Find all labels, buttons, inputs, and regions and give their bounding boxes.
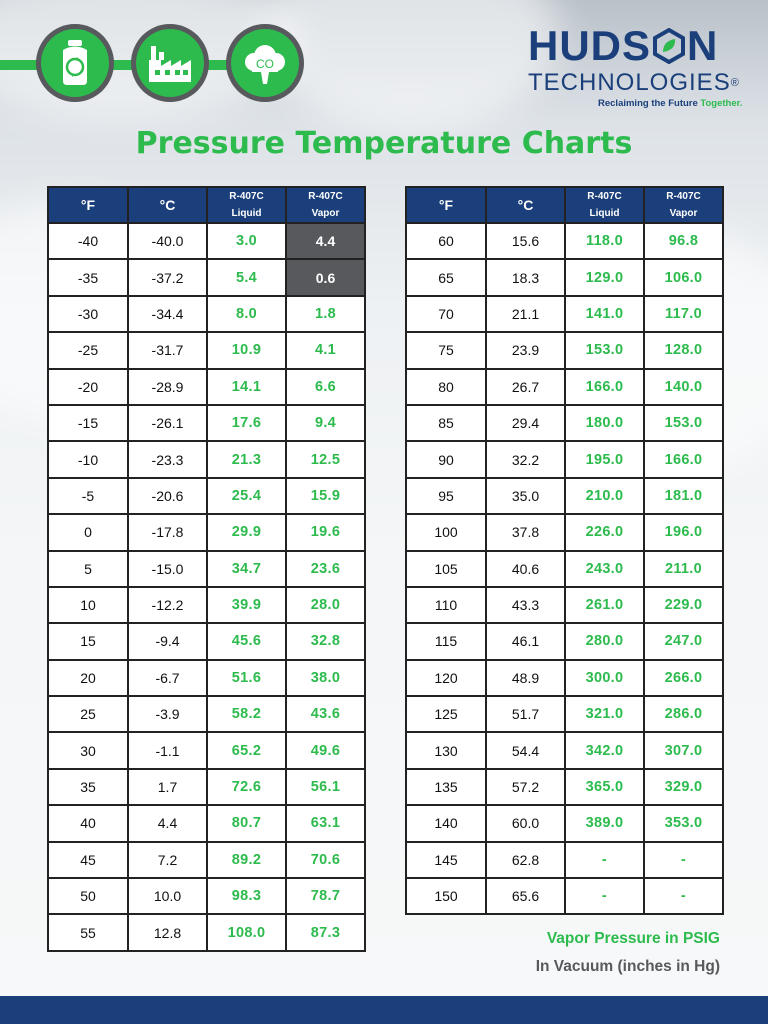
table-row xyxy=(406,623,723,659)
cell-liquid-pressure: 98.3 xyxy=(207,878,286,914)
table-header-row xyxy=(48,187,365,223)
cell-liquid-pressure: 58.2 xyxy=(207,696,286,732)
cell-liquid-pressure: 17.6 xyxy=(207,405,286,441)
cell-vapor-pressure: 181.0 xyxy=(644,478,723,514)
cell-celsius: -28.9 xyxy=(128,369,207,405)
cell-liquid-pressure: 8.0 xyxy=(207,296,286,332)
cell-liquid-pressure: - xyxy=(565,842,644,878)
cell-vapor-pressure: 211.0 xyxy=(644,551,723,587)
cell-celsius: -37.2 xyxy=(128,259,207,295)
cell-vapor-pressure: 0.6 xyxy=(286,259,365,295)
logo-tagline xyxy=(598,98,743,109)
table-row xyxy=(406,842,723,878)
cell-vapor-pressure: 9.4 xyxy=(286,405,365,441)
cell-celsius: 23.9 xyxy=(486,332,565,368)
cell-vapor-pressure: 106.0 xyxy=(644,259,723,295)
cell-celsius: 18.3 xyxy=(486,259,565,295)
cell-liquid-pressure: 10.9 xyxy=(207,332,286,368)
cell-celsius: 21.1 xyxy=(486,296,565,332)
table-row xyxy=(48,478,365,514)
cell-celsius: 46.1 xyxy=(486,623,565,659)
cell-fahrenheit: 0 xyxy=(48,514,128,550)
cell-celsius: 26.7 xyxy=(486,369,565,405)
cell-fahrenheit: 30 xyxy=(48,732,128,768)
cell-liquid-pressure: 342.0 xyxy=(565,732,644,768)
cell-vapor-pressure: 140.0 xyxy=(644,369,723,405)
cell-celsius: -23.3 xyxy=(128,441,207,477)
cell-celsius: 7.2 xyxy=(128,842,207,878)
cell-fahrenheit: -30 xyxy=(48,296,128,332)
cell-fahrenheit: 100 xyxy=(406,514,486,550)
cell-liquid-pressure: 108.0 xyxy=(207,914,286,950)
table-row xyxy=(406,805,723,841)
logo-word-part: HUDS xyxy=(528,22,652,69)
cell-liquid-pressure: 153.0 xyxy=(565,332,644,368)
factory-icon-badge xyxy=(131,24,209,102)
table-row xyxy=(406,660,723,696)
pt-table-left xyxy=(47,186,366,952)
cell-vapor-pressure: - xyxy=(644,842,723,878)
cell-fahrenheit: 115 xyxy=(406,623,486,659)
cell-celsius: -1.1 xyxy=(128,732,207,768)
col-header-vapor xyxy=(644,187,723,223)
cell-vapor-pressure: 87.3 xyxy=(286,914,365,950)
table-row xyxy=(48,332,365,368)
col-header-fahrenheit: °F xyxy=(48,187,128,223)
cell-fahrenheit: 90 xyxy=(406,441,486,477)
cell-celsius: 54.4 xyxy=(486,732,565,768)
cell-vapor-pressure: 286.0 xyxy=(644,696,723,732)
cell-fahrenheit: 5 xyxy=(48,551,128,587)
cell-liquid-pressure: 300.0 xyxy=(565,660,644,696)
cell-fahrenheit: 50 xyxy=(48,878,128,914)
cell-liquid-pressure: 210.0 xyxy=(565,478,644,514)
cell-liquid-pressure: 226.0 xyxy=(565,514,644,550)
cell-fahrenheit: 25 xyxy=(48,696,128,732)
table-row xyxy=(406,732,723,768)
cell-liquid-pressure: 89.2 xyxy=(207,842,286,878)
col-header-liquid xyxy=(565,187,644,223)
cell-liquid-pressure: 118.0 xyxy=(565,223,644,259)
footer-bar xyxy=(0,996,768,1024)
table-row xyxy=(406,696,723,732)
company-logo xyxy=(528,22,743,114)
cell-celsius: -12.2 xyxy=(128,587,207,623)
table-row xyxy=(406,514,723,550)
cell-vapor-pressure: 1.8 xyxy=(286,296,365,332)
table-row xyxy=(406,878,723,914)
cell-liquid-pressure: 195.0 xyxy=(565,441,644,477)
cell-celsius: 57.2 xyxy=(486,769,565,805)
table-row xyxy=(48,696,365,732)
cell-fahrenheit: 10 xyxy=(48,587,128,623)
table-row xyxy=(406,441,723,477)
cell-fahrenheit: 80 xyxy=(406,369,486,405)
table-row xyxy=(48,223,365,259)
co2-icon-label: CO xyxy=(256,57,274,71)
cell-liquid-pressure: 25.4 xyxy=(207,478,286,514)
cell-vapor-pressure: 266.0 xyxy=(644,660,723,696)
cell-vapor-pressure: 4.1 xyxy=(286,332,365,368)
cell-fahrenheit: 145 xyxy=(406,842,486,878)
col-header-vapor xyxy=(286,187,365,223)
cell-celsius: 35.0 xyxy=(486,478,565,514)
cell-vapor-pressure: 353.0 xyxy=(644,805,723,841)
cell-vapor-pressure: 4.4 xyxy=(286,223,365,259)
table-row xyxy=(48,660,365,696)
cell-liquid-pressure: 280.0 xyxy=(565,623,644,659)
cell-fahrenheit: 120 xyxy=(406,660,486,696)
col-header-liquid-line2: Liquid xyxy=(231,208,262,219)
col-header-celsius: °C xyxy=(128,187,207,223)
cell-fahrenheit: 150 xyxy=(406,878,486,914)
cell-vapor-pressure: 32.8 xyxy=(286,623,365,659)
cell-celsius: -3.9 xyxy=(128,696,207,732)
col-header-liquid-line2: Liquid xyxy=(589,208,620,219)
cell-liquid-pressure: 14.1 xyxy=(207,369,286,405)
cell-liquid-pressure: 321.0 xyxy=(565,696,644,732)
table-row xyxy=(406,296,723,332)
table-row xyxy=(48,405,365,441)
table-row xyxy=(48,878,365,914)
cell-fahrenheit: 70 xyxy=(406,296,486,332)
cell-celsius: 37.8 xyxy=(486,514,565,550)
logo-hexagon-leaf-icon xyxy=(652,28,686,64)
cell-liquid-pressure: 261.0 xyxy=(565,587,644,623)
table-row xyxy=(48,259,365,295)
cell-liquid-pressure: 45.6 xyxy=(207,623,286,659)
refrigerant-cylinder-recycle-icon xyxy=(55,39,95,87)
factory-icon xyxy=(147,42,193,84)
cell-celsius: 43.3 xyxy=(486,587,565,623)
cell-liquid-pressure: 141.0 xyxy=(565,296,644,332)
cell-vapor-pressure: 329.0 xyxy=(644,769,723,805)
col-header-fahrenheit: °F xyxy=(406,187,486,223)
cell-vapor-pressure: 117.0 xyxy=(644,296,723,332)
cell-fahrenheit: 35 xyxy=(48,769,128,805)
table-row xyxy=(48,842,365,878)
legend-psig: Vapor Pressure in PSIG xyxy=(546,930,720,947)
cell-vapor-pressure: - xyxy=(644,878,723,914)
cell-liquid-pressure: 51.6 xyxy=(207,660,286,696)
cell-vapor-pressure: 38.0 xyxy=(286,660,365,696)
cell-liquid-pressure: 39.9 xyxy=(207,587,286,623)
cell-fahrenheit: 140 xyxy=(406,805,486,841)
cell-fahrenheit: 130 xyxy=(406,732,486,768)
cell-vapor-pressure: 23.6 xyxy=(286,551,365,587)
cell-celsius: 12.8 xyxy=(128,914,207,950)
table-row xyxy=(406,369,723,405)
cell-celsius: 60.0 xyxy=(486,805,565,841)
col-header-vapor-line1: R-407C xyxy=(308,191,343,202)
cell-celsius: -6.7 xyxy=(128,660,207,696)
cell-fahrenheit: 55 xyxy=(48,914,128,950)
table-row xyxy=(48,369,365,405)
cell-fahrenheit: 85 xyxy=(406,405,486,441)
cell-vapor-pressure: 247.0 xyxy=(644,623,723,659)
table-row xyxy=(406,587,723,623)
cell-celsius: -9.4 xyxy=(128,623,207,659)
cell-celsius: -20.6 xyxy=(128,478,207,514)
cell-liquid-pressure: - xyxy=(565,878,644,914)
table-row xyxy=(48,769,365,805)
cell-fahrenheit: 15 xyxy=(48,623,128,659)
table-row xyxy=(406,551,723,587)
cell-vapor-pressure: 153.0 xyxy=(644,405,723,441)
cell-vapor-pressure: 78.7 xyxy=(286,878,365,914)
cell-fahrenheit: 105 xyxy=(406,551,486,587)
cell-celsius: -26.1 xyxy=(128,405,207,441)
cell-fahrenheit: 60 xyxy=(406,223,486,259)
table-header-row xyxy=(406,187,723,223)
table-row xyxy=(406,478,723,514)
cell-vapor-pressure: 96.8 xyxy=(644,223,723,259)
cell-fahrenheit: -5 xyxy=(48,478,128,514)
cell-fahrenheit: 75 xyxy=(406,332,486,368)
cell-vapor-pressure: 307.0 xyxy=(644,732,723,768)
cell-liquid-pressure: 72.6 xyxy=(207,769,286,805)
cell-fahrenheit: 20 xyxy=(48,660,128,696)
cell-vapor-pressure: 12.5 xyxy=(286,441,365,477)
cell-celsius: 65.6 xyxy=(486,878,565,914)
page-title: Pressure Temperature Charts xyxy=(135,126,633,161)
cell-liquid-pressure: 243.0 xyxy=(565,551,644,587)
logo-wordmark xyxy=(528,24,738,68)
cell-celsius: 1.7 xyxy=(128,769,207,805)
cell-liquid-pressure: 34.7 xyxy=(207,551,286,587)
col-header-liquid xyxy=(207,187,286,223)
cell-fahrenheit: 65 xyxy=(406,259,486,295)
table-row xyxy=(48,296,365,332)
cell-fahrenheit: -10 xyxy=(48,441,128,477)
table-row xyxy=(406,223,723,259)
cell-vapor-pressure: 196.0 xyxy=(644,514,723,550)
table-row xyxy=(48,732,365,768)
cell-celsius: 29.4 xyxy=(486,405,565,441)
cell-celsius: 62.8 xyxy=(486,842,565,878)
cell-fahrenheit: 40 xyxy=(48,805,128,841)
tagline-main: Reclaiming the Future xyxy=(598,98,698,109)
cell-fahrenheit: 135 xyxy=(406,769,486,805)
cell-vapor-pressure: 128.0 xyxy=(644,332,723,368)
cell-fahrenheit: 95 xyxy=(406,478,486,514)
cell-fahrenheit: 110 xyxy=(406,587,486,623)
cell-celsius: 4.4 xyxy=(128,805,207,841)
legend-vacuum: In Vacuum (inches in Hg) xyxy=(535,958,720,975)
table-row xyxy=(48,587,365,623)
table-row xyxy=(48,441,365,477)
cell-vapor-pressure: 28.0 xyxy=(286,587,365,623)
col-header-vapor-line2: Vapor xyxy=(311,208,340,219)
cell-fahrenheit: -15 xyxy=(48,405,128,441)
cell-celsius: 51.7 xyxy=(486,696,565,732)
table-row xyxy=(406,769,723,805)
table-row xyxy=(48,551,365,587)
table-row xyxy=(406,259,723,295)
logo-word-part: N xyxy=(687,22,719,69)
table-row xyxy=(406,405,723,441)
cell-vapor-pressure: 6.6 xyxy=(286,369,365,405)
logo-technologies: TECHNOLOGIES xyxy=(528,69,731,96)
pt-table-right xyxy=(405,186,724,915)
cell-liquid-pressure: 5.4 xyxy=(207,259,286,295)
cell-celsius: 48.9 xyxy=(486,660,565,696)
cell-vapor-pressure: 43.6 xyxy=(286,696,365,732)
cell-fahrenheit: 45 xyxy=(48,842,128,878)
table-row xyxy=(406,332,723,368)
co2-cloud-icon xyxy=(240,40,290,86)
table-row xyxy=(48,623,365,659)
cell-vapor-pressure: 15.9 xyxy=(286,478,365,514)
cell-liquid-pressure: 389.0 xyxy=(565,805,644,841)
cell-liquid-pressure: 365.0 xyxy=(565,769,644,805)
col-header-vapor-line2: Vapor xyxy=(669,208,698,219)
cell-celsius: 15.6 xyxy=(486,223,565,259)
cell-liquid-pressure: 65.2 xyxy=(207,732,286,768)
table-row xyxy=(48,514,365,550)
col-header-liquid-line1: R-407C xyxy=(229,191,264,202)
cell-fahrenheit: -25 xyxy=(48,332,128,368)
logo-subword xyxy=(528,70,738,96)
cell-liquid-pressure: 166.0 xyxy=(565,369,644,405)
col-header-celsius: °C xyxy=(486,187,565,223)
cell-fahrenheit: -20 xyxy=(48,369,128,405)
cell-vapor-pressure: 63.1 xyxy=(286,805,365,841)
cell-liquid-pressure: 180.0 xyxy=(565,405,644,441)
cell-fahrenheit: -40 xyxy=(48,223,128,259)
cell-celsius: 32.2 xyxy=(486,441,565,477)
cell-liquid-pressure: 29.9 xyxy=(207,514,286,550)
cell-celsius: -17.8 xyxy=(128,514,207,550)
cell-celsius: -34.4 xyxy=(128,296,207,332)
cell-celsius: -15.0 xyxy=(128,551,207,587)
cell-fahrenheit: 125 xyxy=(406,696,486,732)
col-header-vapor-line1: R-407C xyxy=(666,191,701,202)
cell-fahrenheit: -35 xyxy=(48,259,128,295)
cylinder-icon-badge xyxy=(36,24,114,102)
cell-vapor-pressure: 56.1 xyxy=(286,769,365,805)
table-row xyxy=(48,805,365,841)
cell-celsius: 10.0 xyxy=(128,878,207,914)
col-header-liquid-line1: R-407C xyxy=(587,191,622,202)
tagline-accent: Together. xyxy=(700,98,743,109)
cell-liquid-pressure: 21.3 xyxy=(207,441,286,477)
cell-vapor-pressure: 229.0 xyxy=(644,587,723,623)
cell-celsius: -40.0 xyxy=(128,223,207,259)
cell-celsius: -31.7 xyxy=(128,332,207,368)
logo-registered-mark: ® xyxy=(730,77,740,89)
cell-liquid-pressure: 129.0 xyxy=(565,259,644,295)
co2-icon-badge xyxy=(226,24,304,102)
cell-liquid-pressure: 3.0 xyxy=(207,223,286,259)
cell-vapor-pressure: 49.6 xyxy=(286,732,365,768)
cell-celsius: 40.6 xyxy=(486,551,565,587)
cell-vapor-pressure: 19.6 xyxy=(286,514,365,550)
cell-vapor-pressure: 166.0 xyxy=(644,441,723,477)
cell-vapor-pressure: 70.6 xyxy=(286,842,365,878)
background-cloud xyxy=(260,0,560,130)
table-row xyxy=(48,914,365,950)
cell-liquid-pressure: 80.7 xyxy=(207,805,286,841)
